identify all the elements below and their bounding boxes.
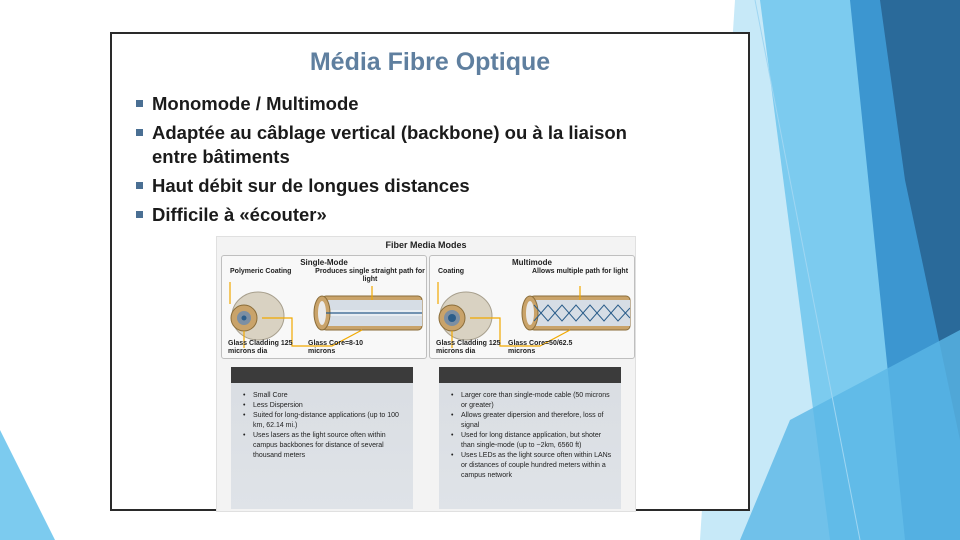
list-item: • Suited for long-distance applications (up to 100 km, 62.14 mi.) — [241, 411, 407, 431]
list-item: • Small Core — [241, 391, 407, 401]
list-item: • Larger core than single-mode cable (50 microns or greater) — [449, 391, 615, 411]
bullet-text: Difficile à «écouter» — [152, 204, 327, 225]
multimode-feature-list — [449, 391, 615, 481]
bullet-text: Monomode / Multimode — [152, 93, 359, 114]
cladding-label: Glass Cladding 125 microns dia — [436, 340, 501, 355]
bullet-item — [136, 203, 656, 227]
single-mode-info-box — [231, 367, 413, 509]
fiber-modes-figure — [216, 236, 636, 512]
square-bullet-icon — [136, 129, 143, 136]
deco-shape-left — [0, 430, 55, 540]
cladding-label: Glass Cladding 125 microns dia — [228, 340, 293, 355]
bullet-item — [136, 92, 656, 116]
cable-cross-section-icon — [231, 292, 284, 340]
list-item: • Allows greater dipersion and therefore, loss of signal — [449, 411, 615, 431]
info-box-header-bar — [231, 367, 413, 383]
figure-title: Fiber Media Modes — [385, 240, 467, 250]
core-label: Glass Core=50/62.5 microns — [508, 340, 573, 355]
multimode-heading: Multimode — [512, 258, 552, 267]
single-mode-heading: Single-Mode — [300, 258, 348, 267]
list-item: • Uses lasers as the light source often within campus backbones for distance of several thousand meters — [241, 431, 407, 461]
single-mode-panel — [221, 255, 427, 359]
bullet-item — [136, 174, 656, 198]
bullet-text: Haut débit sur de longues distances — [152, 175, 470, 196]
coating-label: Polymeric Coating — [230, 268, 292, 275]
square-bullet-icon — [136, 182, 143, 189]
list-item: • Less Dispersion — [241, 401, 407, 411]
fiber-strand-icon — [314, 296, 422, 330]
single-mode-feature-list — [241, 391, 407, 461]
slide-frame — [110, 32, 750, 511]
light-path-label: Produces single straight path for light — [315, 268, 425, 283]
slide-title: Média Fibre Optique — [309, 48, 551, 76]
bullet-list — [136, 92, 656, 232]
info-box-header-bar — [439, 367, 621, 383]
core-label: Glass Core=8-10 microns — [308, 340, 364, 355]
list-item: • Uses LEDs as the light source often within LANs or distances of couple hundred meters within a campus network — [449, 451, 615, 481]
list-item: • Used for long distance application, but shoter than single-mode (up to ~2km, 6560 ft) — [449, 431, 615, 451]
multimode-info-box — [439, 367, 621, 509]
bullet-text: Adaptée au câblage vertical (backbone) ou à la liaison entre bâtiments — [152, 122, 627, 167]
bullet-item — [136, 121, 656, 169]
coating-label: Coating — [438, 268, 465, 275]
square-bullet-icon — [136, 211, 143, 218]
light-path-label: Allows multiple path for light — [531, 268, 629, 275]
fiber-strand-icon — [522, 296, 630, 330]
square-bullet-icon — [136, 100, 143, 107]
cable-cross-section-icon — [439, 292, 492, 340]
multimode-panel — [429, 255, 635, 359]
